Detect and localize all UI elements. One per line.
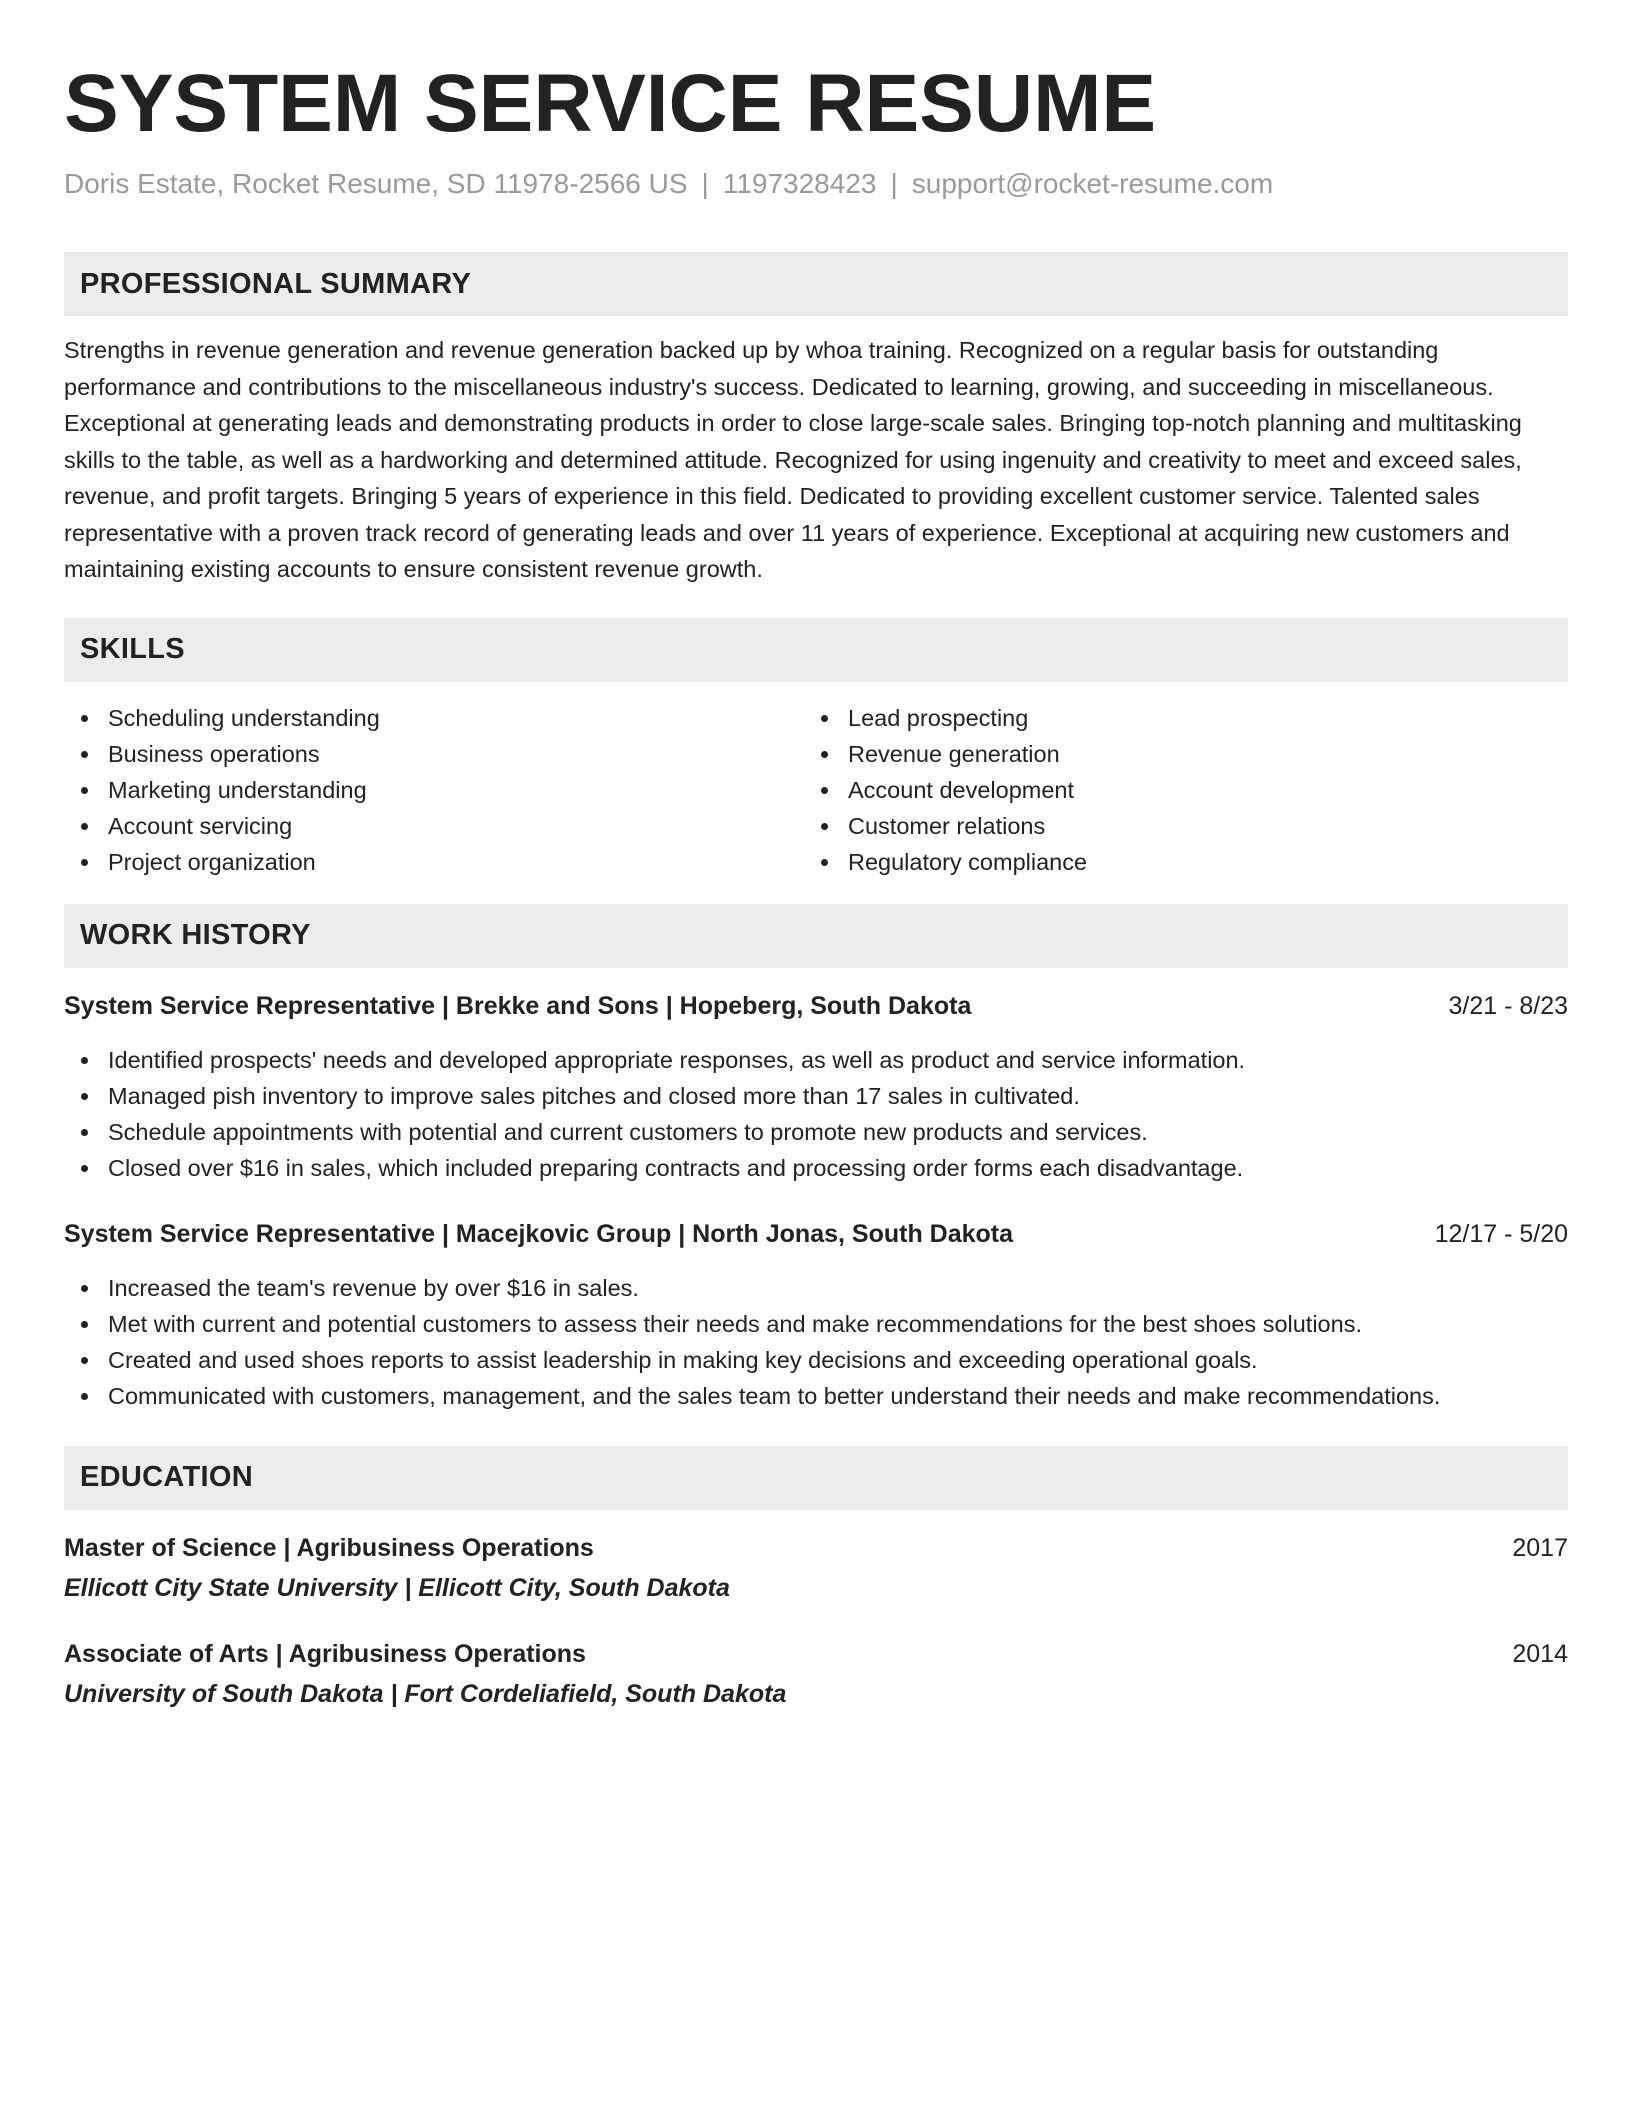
skill-item: Account servicing [64, 808, 804, 844]
job-heading: System Service Representative | Macejkovic Group | North Jonas, South Dakota [64, 1219, 1014, 1248]
education-entry [64, 1530, 1568, 1606]
job-bullet-list [64, 1042, 1568, 1186]
work-section-header [64, 904, 1568, 968]
job-heading: System Service Representative | Brekke and Sons | Hopeberg, South Dakota [64, 991, 972, 1020]
skill-item: Marketing understanding [64, 772, 804, 808]
education-entry [64, 1636, 1568, 1712]
skills-section-title: SKILLS [80, 633, 185, 665]
contact-address: Doris Estate, Rocket Resume, SD 11978-2566 US [64, 168, 688, 199]
contact-separator: | [701, 168, 709, 199]
contact-email: support@rocket-resume.com [911, 168, 1274, 199]
skills-column-right [804, 700, 1544, 880]
skill-item: Revenue generation [804, 736, 1544, 772]
skill-item: Customer relations [804, 808, 1544, 844]
education-degree: Master of Science | Agribusiness Operations [64, 1533, 594, 1562]
skills-column-left [64, 700, 804, 880]
education-school: Ellicott City State University | Ellicott City, South Dakota [64, 1573, 730, 1602]
job-bullet: Closed over $16 in sales, which included preparing contracts and processing order forms each disadvantage. [64, 1150, 1568, 1186]
job-bullet: Identified prospects' needs and developed appropriate responses, as well as product and service information. [64, 1042, 1568, 1078]
job-bullet: Created and used shoes reports to assist leadership in making key decisions and exceeding operational goals. [64, 1342, 1568, 1378]
job-bullet: Met with current and potential customers to assess their needs and make recommendations for the best shoes solutions. [64, 1306, 1568, 1342]
contact-line [64, 166, 1568, 202]
contact-phone: 1197328423 [722, 168, 877, 199]
job-bullet-list [64, 1270, 1568, 1414]
job-bullet: Managed pish inventory to improve sales pitches and closed more than 17 sales in cultivated. [64, 1078, 1568, 1114]
education-section-title: EDUCATION [80, 1461, 253, 1493]
job-bullet: Schedule appointments with potential and current customers to promote new products and services. [64, 1114, 1568, 1150]
education-heading-line [64, 1636, 1568, 1672]
education-school: University of South Dakota | Fort Cordeliafield, South Dakota [64, 1679, 787, 1708]
education-year: 2017 [1512, 1533, 1568, 1562]
skill-item: Lead prospecting [804, 700, 1544, 736]
summary-text: Strengths in revenue generation and revenue generation backed up by whoa training. Recognized on a regular basis for outstanding performance and contributions to the miscellaneous industry's success. Dedicated to learning, growing, and succeeding in miscellaneous. Exceptional at generating leads and demonstrating products in order to close large-scale sales. Bringing top-notch planning and multitasking skills to the table, as well as a hardworking and determined attitude. Recognized for using ingenuity and creativity to meet and exceed sales, revenue, and profit targets. Bringing 5 years of experience in this field. Dedicated to providing excellent customer service. Talented sales representative with a proven track record of generating leads and over 11 years of experience. Exceptional at acquiring new customers and maintaining existing accounts to ensure consistent revenue growth. [64, 337, 1522, 582]
contact-separator: | [890, 168, 898, 199]
skill-item: Account development [804, 772, 1544, 808]
education-section-header [64, 1446, 1568, 1510]
education-degree: Associate of Arts | Agribusiness Operations [64, 1639, 586, 1668]
job-heading-line [64, 1216, 1568, 1252]
skills-section-header [64, 618, 1568, 682]
skill-item: Regulatory compliance [804, 844, 1544, 880]
skill-item: Scheduling understanding [64, 700, 804, 736]
resume-title: SYSTEM SERVICE RESUME [64, 58, 1157, 149]
work-section-title: WORK HISTORY [80, 919, 311, 951]
skill-item: Project organization [64, 844, 804, 880]
summary-section-header [64, 252, 1568, 316]
job-entry [64, 1216, 1568, 1414]
job-dates: 12/17 - 5/20 [1434, 1219, 1568, 1248]
job-bullet: Communicated with customers, management, and the sales team to better understand their needs and make recommendations. [64, 1378, 1568, 1414]
summary-section-title: PROFESSIONAL SUMMARY [80, 267, 472, 300]
job-heading-line [64, 988, 1568, 1024]
education-heading-line [64, 1530, 1568, 1566]
job-bullet: Increased the team's revenue by over $16 in sales. [64, 1270, 1568, 1306]
job-dates: 3/21 - 8/23 [1448, 991, 1568, 1020]
skill-item: Business operations [64, 736, 804, 772]
job-entry [64, 988, 1568, 1186]
education-year: 2014 [1512, 1639, 1568, 1668]
skills-grid [64, 700, 1568, 880]
